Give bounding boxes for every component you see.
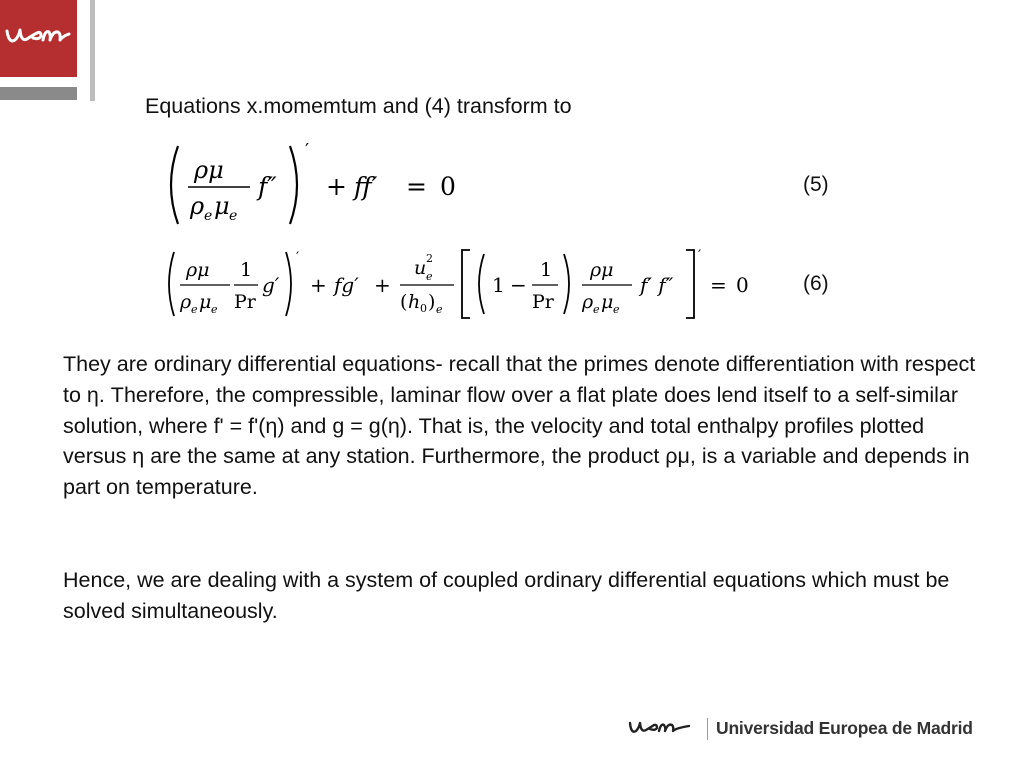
footer-divider [707, 718, 708, 740]
svg-text:1: 1 [240, 259, 253, 281]
svg-text:+: + [326, 172, 347, 201]
svg-text:g′: g′ [262, 273, 280, 297]
svg-text:): ) [428, 291, 436, 313]
svg-text:u: u [414, 257, 427, 279]
svg-text:e: e [191, 303, 198, 316]
svg-text:Pr: Pr [532, 291, 554, 313]
svg-text:fg′: fg′ [334, 273, 359, 297]
svg-text:0: 0 [420, 302, 427, 315]
svg-text:e: e [436, 303, 443, 316]
svg-text:e: e [593, 303, 600, 316]
svg-text:+: + [310, 273, 327, 297]
svg-text:e: e [211, 303, 218, 316]
svg-text:Pr: Pr [234, 291, 256, 313]
svg-text:1: 1 [492, 273, 505, 297]
svg-text:ρ: ρ [190, 192, 205, 220]
uem-logo-icon [3, 22, 75, 52]
svg-text:0: 0 [736, 273, 749, 297]
logo-divider [90, 0, 95, 101]
intro-text: Equations x.momemtum and (4) transform to [145, 94, 572, 118]
svg-text:′: ′ [305, 142, 310, 161]
equation-5 [162, 142, 472, 233]
svg-text:e: e [426, 270, 433, 283]
svg-text:ff′: ff′ [354, 172, 378, 201]
svg-text:f″: f″ [258, 172, 277, 201]
svg-text:ρμ: ρμ [194, 156, 224, 184]
brand-logo [0, 0, 77, 77]
svg-text:e: e [229, 208, 238, 224]
equation-5-number: (5) [803, 173, 829, 196]
svg-text:μ: μ [214, 192, 230, 220]
svg-text:μ: μ [601, 291, 614, 313]
svg-text:f′ f″: f′ f″ [640, 273, 674, 297]
svg-text:ρ: ρ [180, 291, 192, 313]
svg-text:=: = [710, 273, 727, 297]
logo-gray-bar [0, 87, 77, 100]
svg-text:e: e [613, 303, 620, 316]
svg-text:′: ′ [698, 248, 702, 264]
svg-text:h: h [408, 291, 421, 313]
svg-text:e: e [204, 208, 213, 224]
footer-uem-logo [627, 717, 695, 744]
svg-text:ρμ: ρμ [590, 259, 614, 281]
svg-text:′: ′ [296, 250, 300, 266]
svg-text:(: ( [400, 291, 408, 313]
svg-text:0: 0 [440, 172, 456, 201]
svg-text:ρ: ρ [582, 291, 594, 313]
svg-text:ρμ: ρμ [186, 259, 210, 281]
svg-text:−: − [510, 273, 527, 297]
equation-6-number: (6) [803, 272, 829, 295]
uem-script-icon [627, 717, 695, 739]
body-paragraph-1: They are ordinary differential equations- recall that the primes denote differentiation with respect to η. Therefore, the compressible, laminar flow over a flat plate does lend itself to a self-similar solution, where f' = f'(η) and g = g(η). That is, the velocity and total enthalpy profiles plotted versus η are the same at any station. Furthermore, the product ρμ, is a variable and depends in part on temperature. [63, 352, 976, 500]
footer-institution-name: Universidad Europea de Madrid [716, 718, 973, 738]
svg-text:2: 2 [426, 252, 433, 265]
body-paragraph-2: Hence, we are dealing with a system of coupled ordinary differential equations which must be solved simultaneously. [63, 568, 950, 623]
equation-6 [162, 246, 762, 327]
svg-text:1: 1 [540, 259, 553, 281]
svg-text:+: + [374, 273, 391, 297]
svg-text:μ: μ [199, 291, 212, 313]
svg-text:=: = [406, 172, 427, 201]
